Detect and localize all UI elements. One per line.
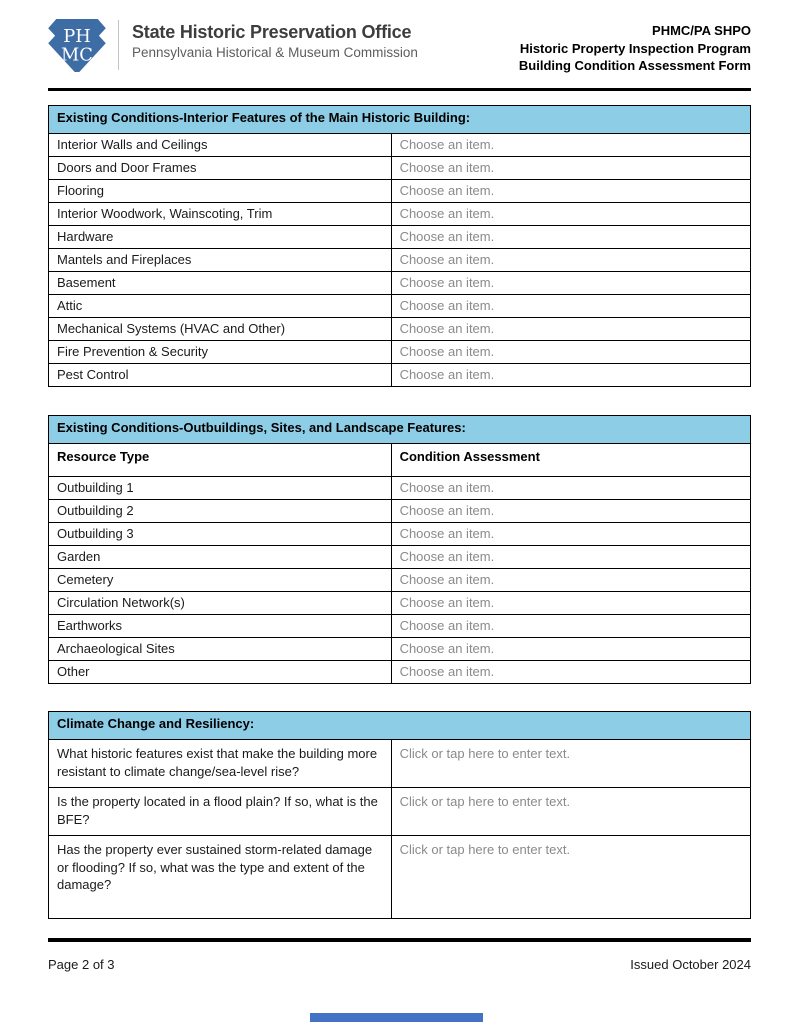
table-row	[49, 180, 751, 203]
section-title-interior-features: Existing Conditions-Interior Features of the Main Historic Building:	[49, 106, 751, 134]
table-row	[49, 272, 751, 295]
table-row	[49, 592, 751, 615]
page-number: Page 2 of 3	[48, 957, 115, 972]
table-row	[49, 523, 751, 546]
phmc-keystone-icon	[48, 19, 106, 72]
header-rule	[48, 88, 751, 91]
form-title-line3: Building Condition Assessment Form	[518, 58, 751, 73]
table-row	[49, 318, 751, 341]
row-label: Basement	[49, 272, 392, 295]
bottom-blue-bar	[310, 1013, 483, 1022]
row-label: Outbuilding 2	[49, 500, 392, 523]
issued-date: Issued October 2024	[630, 957, 751, 972]
row-label: Hardware	[49, 226, 392, 249]
condition-dropdown[interactable]: Choose an item.	[391, 272, 750, 295]
row-label: Attic	[49, 295, 392, 318]
row-label: Pest Control	[49, 364, 392, 387]
row-label: Flooring	[49, 180, 392, 203]
footer-rule	[48, 938, 751, 942]
condition-dropdown[interactable]: Choose an item.	[391, 341, 750, 364]
condition-dropdown[interactable]: Choose an item.	[391, 364, 750, 387]
row-label: Fire Prevention & Security	[49, 341, 392, 364]
row-label: Mechanical Systems (HVAC and Other)	[49, 318, 392, 341]
table-row	[49, 661, 751, 684]
row-label: Mantels and Fireplaces	[49, 249, 392, 272]
question-label: Has the property ever sustained storm-related damage or flooding? If so, what was the type and extent of the damage?	[49, 836, 392, 919]
table-row	[49, 788, 751, 836]
org-subtitle: Pennsylvania Historical & Museum Commission	[132, 45, 418, 60]
form-title-block	[519, 19, 751, 75]
text-entry-field[interactable]: Click or tap here to enter text.	[391, 740, 750, 788]
logo-text-bottom: MC	[61, 44, 93, 66]
condition-dropdown[interactable]: Choose an item.	[391, 134, 750, 157]
logo-text-top: PH	[63, 26, 91, 48]
condition-dropdown[interactable]: Choose an item.	[391, 500, 750, 523]
climate-change-table	[48, 711, 751, 919]
table-row	[49, 157, 751, 180]
question-label: What historic features exist that make the building more resistant to climate change/sea-level rise?	[49, 740, 392, 788]
table-row	[49, 615, 751, 638]
condition-dropdown[interactable]: Choose an item.	[391, 615, 750, 638]
condition-dropdown[interactable]: Choose an item.	[391, 661, 750, 684]
condition-dropdown[interactable]: Choose an item.	[391, 477, 750, 500]
condition-dropdown[interactable]: Choose an item.	[391, 638, 750, 661]
table-row	[49, 638, 751, 661]
condition-dropdown[interactable]: Choose an item.	[391, 249, 750, 272]
table-row	[49, 546, 751, 569]
table-row	[49, 836, 751, 919]
text-entry-field[interactable]: Click or tap here to enter text.	[391, 836, 750, 919]
condition-dropdown[interactable]: Choose an item.	[391, 180, 750, 203]
condition-dropdown[interactable]: Choose an item.	[391, 203, 750, 226]
page-header	[48, 0, 751, 77]
row-label: Interior Walls and Ceilings	[49, 134, 392, 157]
table-row	[49, 134, 751, 157]
section-title-climate-change: Climate Change and Resiliency:	[49, 712, 751, 740]
row-label: Doors and Door Frames	[49, 157, 392, 180]
row-label: Outbuilding 3	[49, 523, 392, 546]
table-row	[49, 477, 751, 500]
question-label: Is the property located in a flood plain? If so, what is the BFE?	[49, 788, 392, 836]
condition-dropdown[interactable]: Choose an item.	[391, 295, 750, 318]
row-label: Interior Woodwork, Wainscoting, Trim	[49, 203, 392, 226]
table-row	[49, 249, 751, 272]
row-label: Archaeological Sites	[49, 638, 392, 661]
org-title: State Historic Preservation Office	[132, 22, 412, 42]
row-label: Other	[49, 661, 392, 684]
interior-features-table	[48, 105, 751, 387]
form-title-line2: Historic Property Inspection Program	[519, 40, 751, 56]
text-entry-field[interactable]: Click or tap here to enter text.	[391, 788, 750, 836]
row-label: Cemetery	[49, 569, 392, 592]
table-row	[49, 364, 751, 387]
section-title-outbuildings: Existing Conditions-Outbuildings, Sites, and Landscape Features:	[49, 416, 751, 444]
table-row	[49, 295, 751, 318]
table-row	[49, 500, 751, 523]
table-row	[49, 203, 751, 226]
condition-dropdown[interactable]: Choose an item.	[391, 569, 750, 592]
condition-dropdown[interactable]: Choose an item.	[391, 318, 750, 341]
form-title-line1: PHMC/PA SHPO	[652, 23, 751, 38]
column-header-condition-assessment: Condition Assessment	[391, 444, 750, 477]
row-label: Earthworks	[49, 615, 392, 638]
table-row	[49, 569, 751, 592]
table-row	[49, 226, 751, 249]
condition-dropdown[interactable]: Choose an item.	[391, 226, 750, 249]
condition-dropdown[interactable]: Choose an item.	[391, 592, 750, 615]
header-divider	[118, 20, 119, 70]
row-label: Circulation Network(s)	[49, 592, 392, 615]
column-header-resource-type: Resource Type	[49, 444, 392, 477]
page-footer	[48, 957, 751, 972]
condition-dropdown[interactable]: Choose an item.	[391, 523, 750, 546]
table-row	[49, 740, 751, 788]
row-label: Outbuilding 1	[49, 477, 392, 500]
table-row	[49, 341, 751, 364]
condition-dropdown[interactable]: Choose an item.	[391, 157, 750, 180]
condition-dropdown[interactable]: Choose an item.	[391, 546, 750, 569]
phmc-logo	[48, 19, 106, 77]
row-label: Garden	[49, 546, 392, 569]
outbuildings-table	[48, 415, 751, 684]
